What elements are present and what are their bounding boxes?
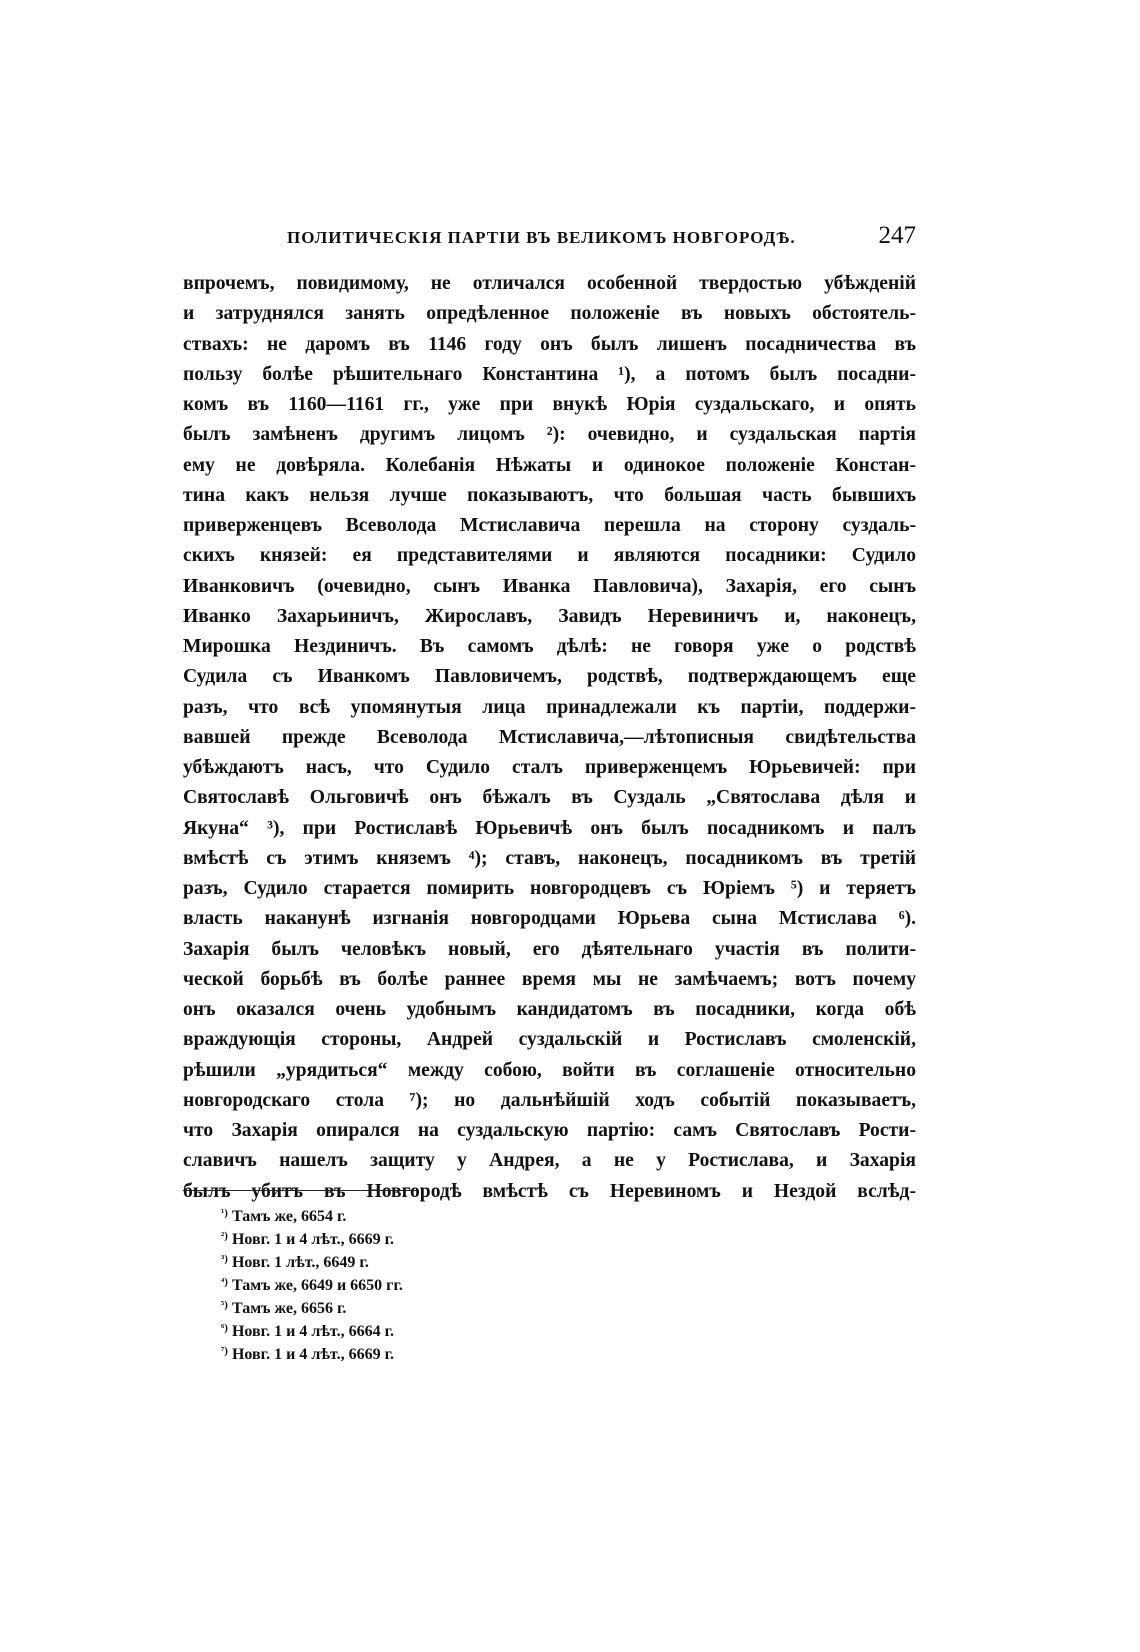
page-number: 247 [878,222,916,249]
body-line: убѣждаютъ насъ, что Судило сталъ приверженцемъ Юрьевичей: при [183,757,916,778]
footnote-text: Новг. 1 и 4 лѣт., 6669 г. [231,1231,395,1248]
body-line: и затруднялся занять опредѣленное положеніе въ новыхъ обстоятель- [183,303,916,325]
body-line: комъ въ 1160—1161 гг., уже при внукѣ Юрія суздальскаго, и опять [183,394,916,415]
body-line: власть наканунѣ изгнанія новгородцами Юрьева сына Мстислава ⁶). [183,908,916,930]
footnote-mark: ⁴) [221,1276,228,1288]
body-line: славичъ нашелъ защиту у Андрея, а не у Ростислава, и Захарія [183,1150,916,1172]
body-text [183,269,916,1207]
body-line: новгородскаго стола ⁷); но дальнѣйшій ходъ событій показываетъ, [183,1089,916,1111]
body-line: разъ, что всѣ упомянутыя лица принадлежали къ партіи, поддержи- [183,696,916,718]
footnote-mark: ²) [221,1230,228,1242]
footnotes [221,1202,641,1363]
footnote [221,1225,641,1248]
footnote-mark: ³) [221,1253,228,1265]
body-line: онъ оказался очень удобнымъ кандидатомъ въ посадники, когда обѣ [183,999,916,1020]
body-line: Мирошка Нездиничъ. Въ самомъ дѣлѣ: не говоря уже о родствѣ [183,636,916,657]
footnote-divider [183,1190,419,1191]
body-line: ствахъ: не даромъ въ 1146 году онъ былъ лишенъ посадничества въ [183,333,916,355]
footnote-mark: ¹) [221,1207,228,1219]
footnote [221,1248,641,1271]
footnote-text: Тамъ же, 6656 г. [231,1300,347,1317]
body-line: Якуна“ ³), при Ростиславѣ Юрьевичѣ онъ былъ посадникомъ и палъ [183,817,916,839]
running-head [183,222,916,256]
footnote-text: Новг. 1 лѣт., 6649 г. [231,1254,369,1271]
footnote [221,1294,641,1317]
body-line: приверженцевъ Всеволода Мстиславича перешла на сторону суздаль- [183,515,916,536]
running-title: ПОЛИТИЧЕСКІЯ ПАРТІИ ВЪ ВЕЛИКОМЪ НОВГОРОДѢ. [287,228,796,247]
body-line: враждующія стороны, Андрей суздальскій и Ростиславъ смоленскій, [183,1029,916,1051]
body-line: былъ убитъ въ Новгородѣ вмѣстѣ съ Неревиномъ и Нездой вслѣд- [183,1180,916,1202]
footnote-text: Новг. 1 и 4 лѣт., 6669 г. [231,1346,395,1363]
footnote [221,1271,641,1294]
body-line: скихъ князей: ея представителями и являются посадники: Судило [183,545,916,567]
body-line: вмѣстѣ съ этимъ княземъ ⁴); ставъ, наконецъ, посадникомъ въ третій [183,847,916,869]
body-line: пользу болѣе рѣшительнаго Константина ¹), а потомъ былъ посадни- [183,363,916,385]
footnote-text: Тамъ же, 6649 и 6650 гг. [231,1277,403,1294]
footnote-mark: ⁷) [221,1345,228,1357]
footnote-text: Тамъ же, 6654 г. [231,1208,347,1225]
body-line: Захарія былъ человѣкъ новый, его дѣятельнаго участія въ полити- [183,938,916,960]
footnote-mark: ⁵) [221,1299,228,1311]
body-line: тина какъ нельзя лучше показываютъ, что большая часть бывшихъ [183,484,916,506]
body-line: ческой борьбѣ въ болѣе раннее время мы не замѣчаемъ; вотъ почему [183,968,916,990]
body-line: Судила съ Иванкомъ Павловичемъ, родствѣ, подтверждающемъ еще [183,666,916,688]
body-line: ему не довѣряла. Колебанія Нѣжаты и одинокое положеніе Констан- [183,454,916,476]
footnote-text: Новг. 1 и 4 лѣт., 6664 г. [231,1323,395,1340]
footnote-mark: ⁶) [221,1322,228,1334]
body-line: Святославѣ Ольговичѣ онъ бѣжалъ въ Суздаль „Святослава дѣля и [183,787,916,809]
body-line: рѣшили „урядиться“ между собою, войти въ соглашеніе относительно [183,1059,916,1081]
body-line: что Захарія опирался на суздальскую партію: самъ Святославъ Рости- [183,1120,916,1141]
body-line: разъ, Судило старается помирить новгородцевъ съ Юріемъ ⁵) и теряетъ [183,878,916,899]
footnote [221,1202,641,1225]
body-line: Иванко Захарьиничъ, Жирославъ, Завидъ Неревиничъ и, наконецъ, [183,605,916,627]
body-line: вавшей прежде Всеволода Мстиславича,—лѣтописныя свидѣтельства [183,726,916,748]
body-line: впрочемъ, повидимому, не отличался особенной твердостью убѣжденій [183,273,916,294]
footnote [221,1340,641,1363]
footnote [221,1317,641,1340]
body-line: Иванковичъ (очевидно, сынъ Иванка Павловича), Захарія, его сынъ [183,575,916,597]
body-line: былъ замѣненъ другимъ лицомъ ²): очевидно, и суздальская партія [183,424,916,446]
